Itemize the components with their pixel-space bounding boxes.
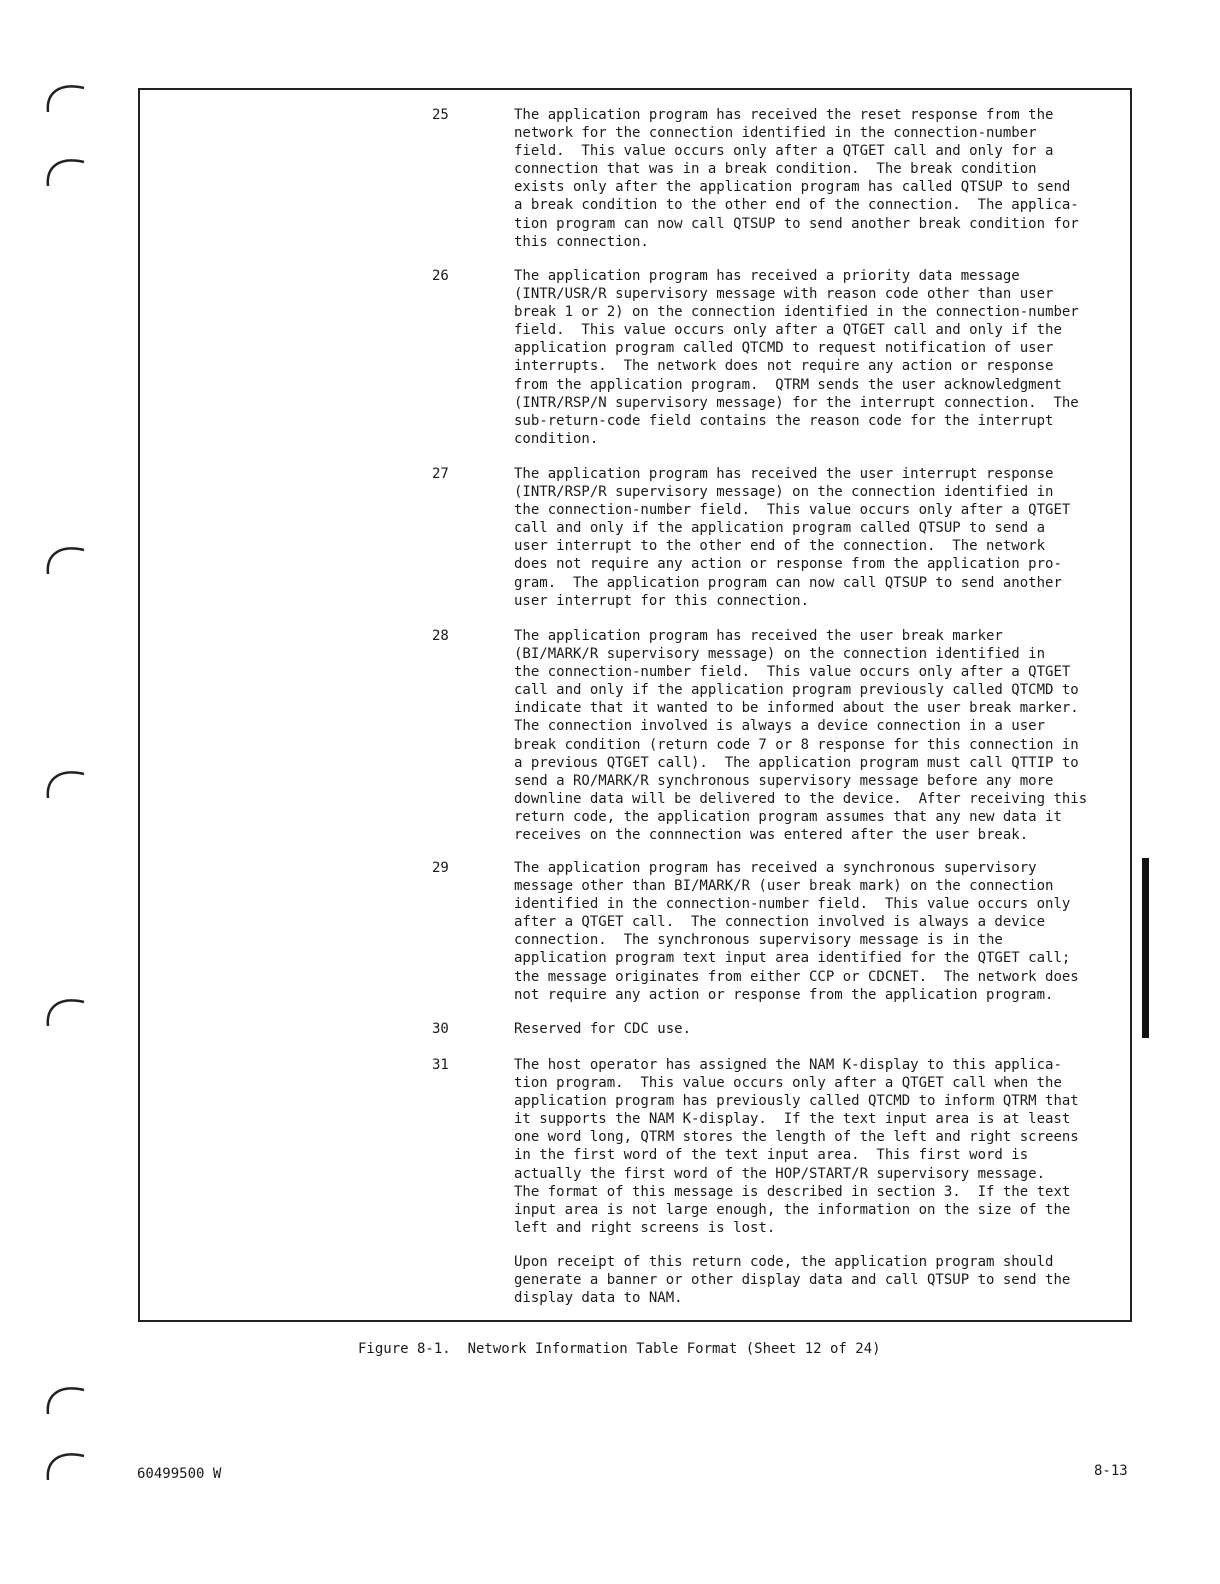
- punch-hole-mark-2: [40, 146, 88, 194]
- figure-table-frame: [138, 88, 1132, 1322]
- return-code-description: The host operator has assigned the NAM K-display to this applica- tion program. This value occurs only after a QTGET call when the application program has previously called QTCMD to inform QTRM that it supports the NAM K-display. If the text input area is at least one word long, QTRM stores the length of the left and right screens in the first word of the text input area. This first word is actually the first word of the HOP/START/R supervisory message. The format of this message is described in section 3. If the text input area is not large enough, the information on the size of the left and right screens is lost.: [514, 1057, 1079, 1236]
- punch-hole-mark-6: [40, 1374, 88, 1422]
- document-number: 60499500 W: [137, 1466, 222, 1482]
- punch-hole-mark-5: [40, 986, 88, 1034]
- return-code-description: The application program has received the user interrupt response (INTR/RSP/R supervisory message) on the connection identified in the connection-number field. This value occurs only after a QTGET call and only if the application program called QTSUP to send a user interrupt to the other end of the connection. The network does not require any action or response from the application pro- gram. The application program can now call QTSUP to send another user interrupt for this connection.: [514, 466, 1071, 609]
- page-number: 8-13: [1094, 1463, 1128, 1479]
- punch-hole-mark-4: [40, 758, 88, 806]
- punch-hole-mark-3: [40, 534, 88, 582]
- return-code-value: 30: [432, 1021, 449, 1037]
- return-code-description: The application program has received the reset response from the network for the connection identified in the connection-number field. This value occurs only after a QTGET call and only for a connection that was in a break condition. The break condition exists only after the application program has called QTSUP to send a break condition to the other end of the connection. The applica- tion program can now call QTSUP to send another break condition for this connection.: [514, 107, 1079, 250]
- punch-hole-mark-7: [40, 1440, 88, 1488]
- return-code-value: 29: [432, 860, 449, 876]
- return-code-value: 27: [432, 466, 449, 482]
- return-code-description: The application program has received the user break marker (BI/MARK/R supervisory message) on the connection identified in the connection-number field. This value occurs only after a QTGET call and only if the application program previously called QTCMD to indicate that it wanted to be informed about the user break marker. The connection involved is always a device connection in a user break condition (return code 7 or 8 response for this connection in a previous QTGET call). The application program must call QTTIP to send a RO/MARK/R synchronous supervisory message before any more downline data will be delivered to the device. After receiving this return code, the application program assumes that any new data it receives on the connnection was entered after the user break.: [514, 628, 1088, 844]
- return-code-value: 25: [432, 107, 449, 123]
- return-code-value: 28: [432, 628, 449, 644]
- return-code-value: 31: [432, 1057, 449, 1073]
- return-code-value: 26: [432, 268, 449, 284]
- figure-caption: Figure 8-1. Network Information Table Format (Sheet 12 of 24): [358, 1341, 881, 1357]
- punch-hole-mark-1: [40, 72, 88, 120]
- return-code-description-continued: Upon receipt of this return code, the application program should generate a banner or other display data and call QTSUP to send the display data to NAM.: [514, 1254, 1071, 1307]
- return-code-description: The application program has received a priority data message (INTR/USR/R supervisory message with reason code other than user break 1 or 2) on the connection identified in the connection-number field. This value occurs only after a QTGET call and only if the application program called QTCMD to request notification of user interrupts. The network does not require any action or response from the application program. QTRM sends the user acknowledgment (INTR/RSP/N supervisory message) for the interrupt connection. The sub-return-code field contains the reason code for the interrupt condition.: [514, 268, 1079, 447]
- return-code-description: Reserved for CDC use.: [514, 1021, 692, 1037]
- revision-change-bar: [1142, 858, 1149, 1038]
- return-code-description: The application program has received a synchronous supervisory message other than BI/MARK/R (user break mark) on the connection identified in the connection-number field. This value occurs only after a QTGET call. The connection involved is always a device connection. The synchronous supervisory message is in the application program text input area identified for the QTGET call; the message originates from either CCP or CDCNET. The network does not require any action or response from the application program.: [514, 860, 1079, 1003]
